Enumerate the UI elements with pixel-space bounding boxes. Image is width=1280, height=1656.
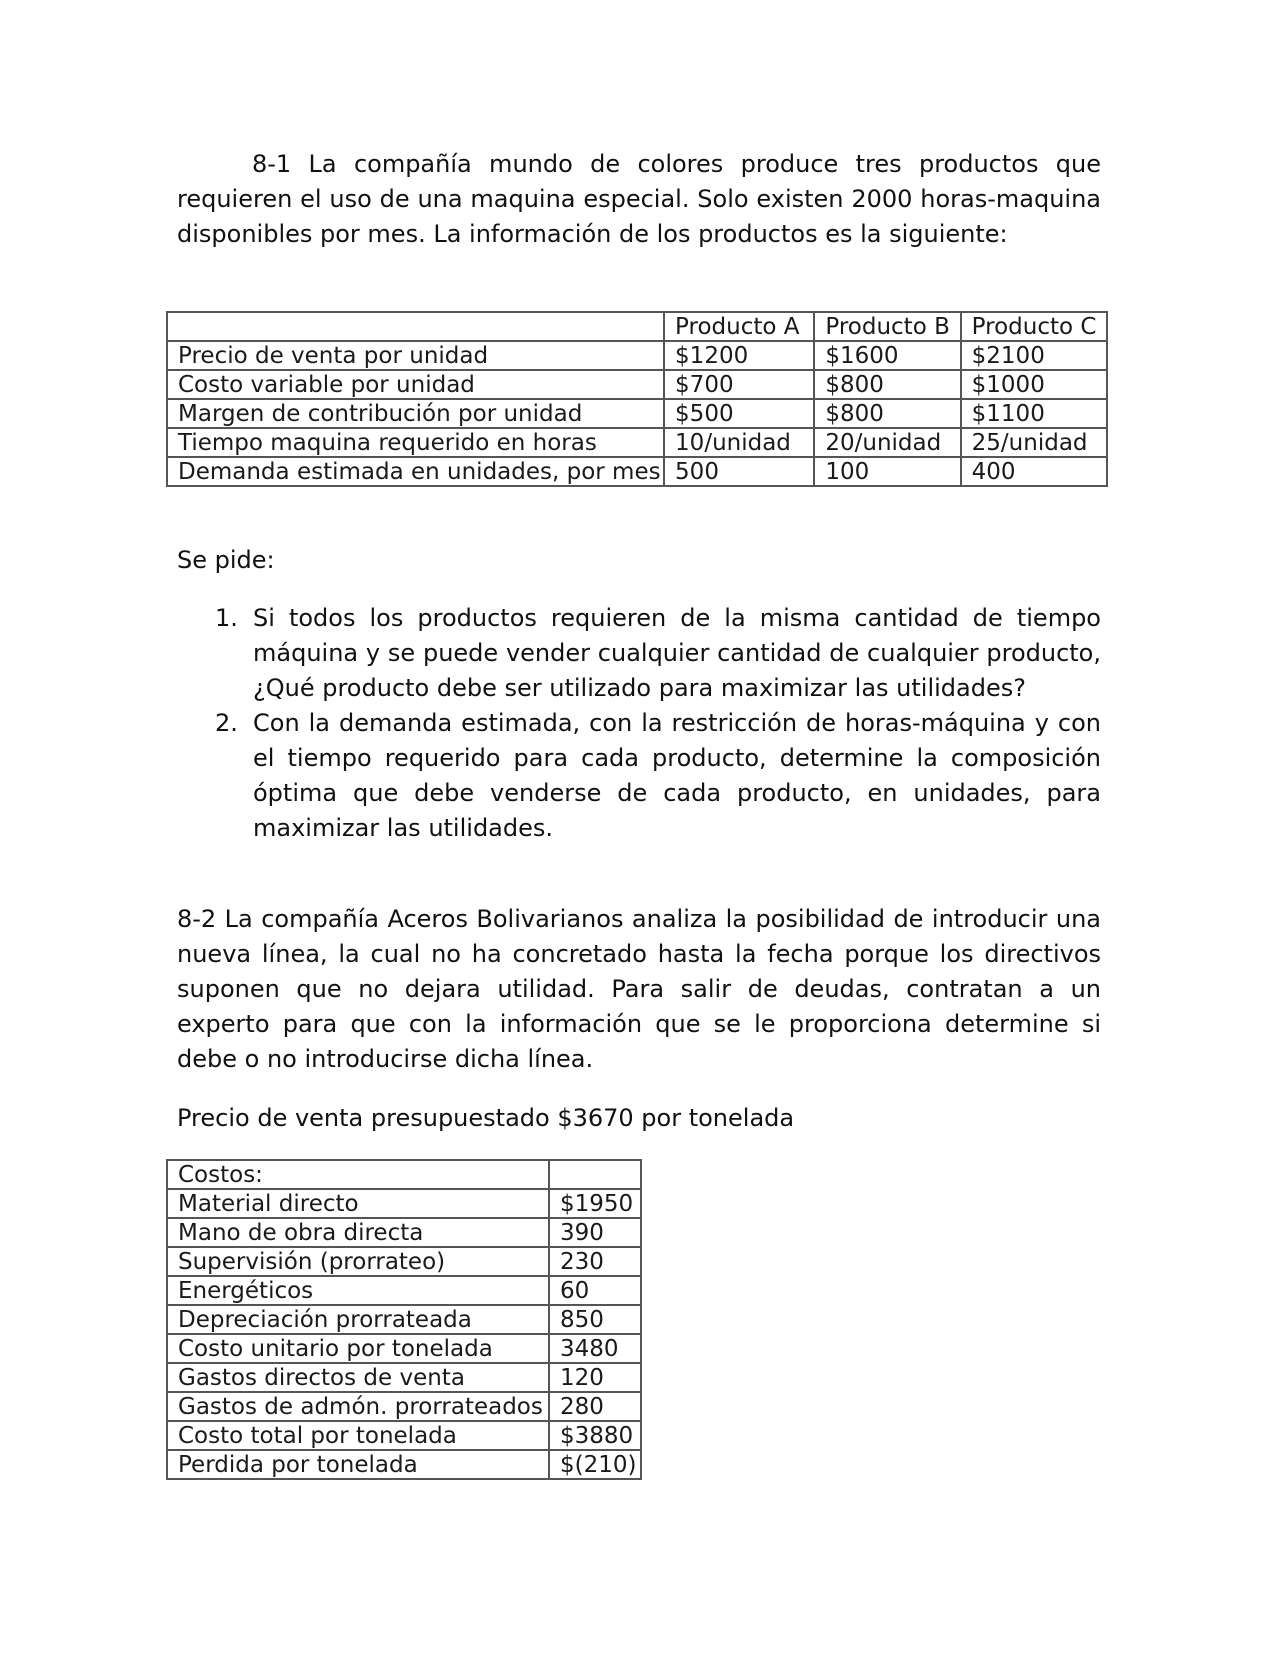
table-row [167, 1392, 641, 1421]
table-cell: 120 [549, 1363, 641, 1392]
table-cell: Costo variable por unidad [167, 370, 664, 399]
budget-price-line: Precio de venta presupuestado $3670 por tonelada [177, 1104, 795, 1132]
table-cell: $700 [664, 370, 814, 399]
table-cell: 100 [814, 457, 960, 486]
table-row [167, 399, 1107, 428]
table-cell: $1100 [961, 399, 1107, 428]
table-cell: Energéticos [167, 1276, 549, 1305]
table-header-cell: Costos: [167, 1160, 549, 1189]
table-cell: 850 [549, 1305, 641, 1334]
table-cell: Precio de venta por unidad [167, 341, 664, 370]
list-item-text: Con la demanda estimada, con la restricción de horas-máquina y con el tiempo requerido para cada producto, determine la composición óptima que debe venderse de cada producto, en unidades, para maximizar las utilidades. [253, 709, 1101, 842]
costs-table [166, 1159, 642, 1480]
table-row [167, 341, 1107, 370]
table-cell: 500 [664, 457, 814, 486]
table-cell: 280 [549, 1392, 641, 1421]
table-cell: Tiempo maquina requerido en horas [167, 428, 664, 457]
table-cell: 10/unidad [664, 428, 814, 457]
table-cell: Costo total por tonelada [167, 1421, 549, 1450]
list-item-number: 2. [215, 709, 238, 737]
table-row [167, 1247, 641, 1276]
se-pide-heading: Se pide: [177, 546, 275, 574]
table-cell: 60 [549, 1276, 641, 1305]
table-cell [167, 312, 664, 341]
table-cell: Demanda estimada en unidades, por mes [167, 457, 664, 486]
table-cell: $800 [814, 370, 960, 399]
table-row [167, 370, 1107, 399]
table-cell: $500 [664, 399, 814, 428]
table-cell: $800 [814, 399, 960, 428]
table-cell: 230 [549, 1247, 641, 1276]
table-header-cell: Producto B [814, 312, 960, 341]
table-cell: $1200 [664, 341, 814, 370]
table-row [167, 428, 1107, 457]
list-item [177, 601, 1101, 706]
table-cell: Depreciación prorrateada [167, 1305, 549, 1334]
problem-2-intro: 8-2 La compañía Aceros Bolivarianos analiza la posibilidad de introducir una nueva línea, la cual no ha concretado hasta la fecha porque los directivos suponen que no dejara utilidad. Para salir de deudas, contratan a un experto para que con la información que se le proporciona determine si debe o no introducirse dicha línea. [177, 905, 1101, 1073]
product-info-table [166, 311, 1108, 487]
table-row [167, 1305, 641, 1334]
table-header-row [167, 1160, 641, 1189]
table-cell: 3480 [549, 1334, 641, 1363]
questions-list [177, 601, 1101, 846]
table-row [167, 1450, 641, 1479]
table-cell: Material directo [167, 1189, 549, 1218]
table-cell: 20/unidad [814, 428, 960, 457]
table-cell: $3880 [549, 1421, 641, 1450]
table-row [167, 1218, 641, 1247]
table-row [167, 1421, 641, 1450]
list-item-number: 1. [215, 604, 238, 632]
table-header-cell: Producto C [961, 312, 1107, 341]
table-cell: Mano de obra directa [167, 1218, 549, 1247]
table-cell: Gastos de admón. prorrateados [167, 1392, 549, 1421]
table-row [167, 1276, 641, 1305]
table-row [167, 457, 1107, 486]
list-item-text: Si todos los productos requieren de la misma cantidad de tiempo máquina y se puede vender cualquier cantidad de cualquier producto, ¿Qué producto debe ser utilizado para maximizar las utilidades? [253, 604, 1101, 702]
table-header-cell: Producto A [664, 312, 814, 341]
table-cell: $1000 [961, 370, 1107, 399]
table-row [167, 1189, 641, 1218]
table-cell [549, 1160, 641, 1189]
table-cell: 390 [549, 1218, 641, 1247]
table-cell: $(210) [549, 1450, 641, 1479]
table-cell: Margen de contribución por unidad [167, 399, 664, 428]
table-header-row [167, 312, 1107, 341]
table-row [167, 1334, 641, 1363]
table-cell: $1950 [549, 1189, 641, 1218]
table-cell: $2100 [961, 341, 1107, 370]
table-cell: 400 [961, 457, 1107, 486]
problem-1-intro: 8-1 La compañía mundo de colores produce tres productos que requieren el uso de una maquina especial. Solo existen 2000 horas-maquina disponibles por mes. La información de los productos es la siguiente: [177, 150, 1101, 248]
table-cell: Gastos directos de venta [167, 1363, 549, 1392]
table-cell: Costo unitario por tonelada [167, 1334, 549, 1363]
list-item [177, 706, 1101, 846]
table-cell: Supervisión (prorrateo) [167, 1247, 549, 1276]
table-cell: 25/unidad [961, 428, 1107, 457]
table-cell: Perdida por tonelada [167, 1450, 549, 1479]
table-cell: $1600 [814, 341, 960, 370]
table-row [167, 1363, 641, 1392]
